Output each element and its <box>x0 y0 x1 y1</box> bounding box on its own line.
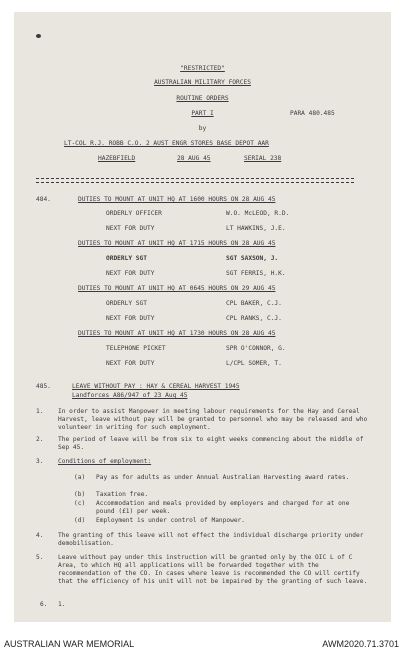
serial-number: SERIAL 238 <box>244 155 282 162</box>
commander-line: LT-COL R.J. ROBB C.O. 2 AUST ENGR STORES BASE DEPOT AAR <box>64 140 269 147</box>
sub-2-text: The period of leave will be from six to eight weeks commencing about the middle of Sep 45. <box>58 436 364 451</box>
duty-3-row-1-value: CPL BAKER, C.J. <box>226 300 282 307</box>
duty-1-row-2-value: LT HAWKINS, J.E. <box>226 225 286 232</box>
para-485-reference: Landforces A86/947 of 23 Aug 45 <box>72 392 188 399</box>
sub-5-number: 5. <box>36 554 44 561</box>
condition-b-text: Taxation free. <box>96 491 149 498</box>
sub-1-number: 1. <box>36 408 44 415</box>
restricted-heading: "RESTRICTED" <box>180 65 225 72</box>
duty-4-row-1-value: SPR O'CONNOR, G. <box>226 345 286 352</box>
condition-d-label: (d) <box>74 517 86 524</box>
duty-2-row-1-value: SGT SAXSON, J. <box>226 255 279 262</box>
condition-c-label: (c) <box>74 500 86 507</box>
duty-3-row-1-label: ORDERLY SGT <box>106 300 147 307</box>
part-heading: PART I <box>191 110 214 117</box>
condition-b-label: (b) <box>74 491 86 498</box>
duty-2-row-2-value: SGT FERRIS, H.K. <box>226 270 286 277</box>
duty-1-row-1-label: ORDERLY OFFICER <box>106 210 162 217</box>
duty-4-title: DUTIES TO MOUNT AT UNIT HQ AT 1730 HOURS ON 28 AUG 45 <box>78 330 276 337</box>
punch-hole-mark <box>36 34 41 38</box>
duty-1-row-1-value: W.O. McLEOD, R.D. <box>226 210 290 217</box>
para-range: PARA 480.485 <box>290 110 335 117</box>
duty-2-row-1-label: ORDERLY SGT <box>106 255 147 262</box>
sub-5-text: Leave without pay under this instruction will be granted only by the OIC L of C Area, to which HQ all applications will be forwarded together with the recommendation of the CO. In cases where leave is recommended the CO will certify that the efficiency of his unit will not be impaired by the granting of such leave. <box>58 554 368 585</box>
duty-4-row-1-label: TELEPHONE PICKET <box>106 345 166 352</box>
sub-3-title: Conditions of employment: <box>58 458 152 465</box>
duty-2-row-2-label: NEXT FOR DUTY <box>106 270 155 277</box>
by-label: by <box>198 125 207 132</box>
condition-a-label: (a) <box>74 474 86 481</box>
orders-heading: ROUTINE ORDERS <box>176 95 229 102</box>
force-heading: AUSTRALIAN MILITARY FORCES <box>154 79 251 86</box>
condition-a-text: Pay as for adults as under Annual Australian Harvesting award rates. <box>96 474 350 481</box>
sub-4-number: 4. <box>36 532 44 539</box>
duty-1-row-2-label: NEXT FOR DUTY <box>106 225 155 232</box>
continuation-mark: 6. <box>40 601 48 608</box>
duty-1-title: DUTIES TO MOUNT AT UNIT HQ AT 1600 HOURS ON 28 AUG 45 <box>78 196 276 203</box>
order-date: 28 AUG 45 <box>177 155 211 162</box>
sub-2-number: 2. <box>36 436 44 443</box>
sub-4-text: The granting of this leave will not effect the individual discharge priority under demobilisation. <box>58 532 364 547</box>
document-page <box>14 12 391 622</box>
sub-1-text: In order to assist Manpower in meeting labour requirements for the Hay and Cereal Harvest, leave without pay will be granted to personnel who may be released and who volunteer in writing for such employment. <box>58 408 368 431</box>
duty-3-row-2-label: NEXT FOR DUTY <box>106 315 155 322</box>
duty-4-row-2-value: L/CPL SOMER, T. <box>226 360 282 367</box>
duty-3-row-2-value: CPL RANKS, C.J. <box>226 315 282 322</box>
archive-name: AUSTRALIAN WAR MEMORIAL <box>4 639 135 649</box>
condition-d-text: Employment is under control of Manpower. <box>96 517 246 524</box>
continuation-page-number: 1. <box>58 601 66 608</box>
sub-3-number: 3. <box>36 458 44 465</box>
para-485-title: LEAVE WITHOUT PAY : HAY & CEREAL HARVEST 1945 <box>72 383 240 390</box>
condition-c-text: Accommodation and meals provided by employers and charged for at one pound (£1) per week. <box>96 500 350 515</box>
para-485-number: 485. <box>36 383 51 390</box>
footer-bar <box>0 636 405 653</box>
location: HAZEBFIELD <box>98 155 136 162</box>
duty-3-title: DUTIES TO MOUNT AT UNIT HQ AT 0645 HOURS ON 29 AUG 45 <box>78 285 276 292</box>
para-484-number: 484. <box>36 196 51 203</box>
divider-rule <box>36 178 354 183</box>
duty-4-row-2-label: NEXT FOR DUTY <box>106 360 155 367</box>
archive-reference: AWM2020.71.3701 <box>322 639 399 649</box>
duty-2-title: DUTIES TO MOUNT AT UNIT HQ AT 1715 HOURS ON 28 AUG 45 <box>78 240 276 247</box>
